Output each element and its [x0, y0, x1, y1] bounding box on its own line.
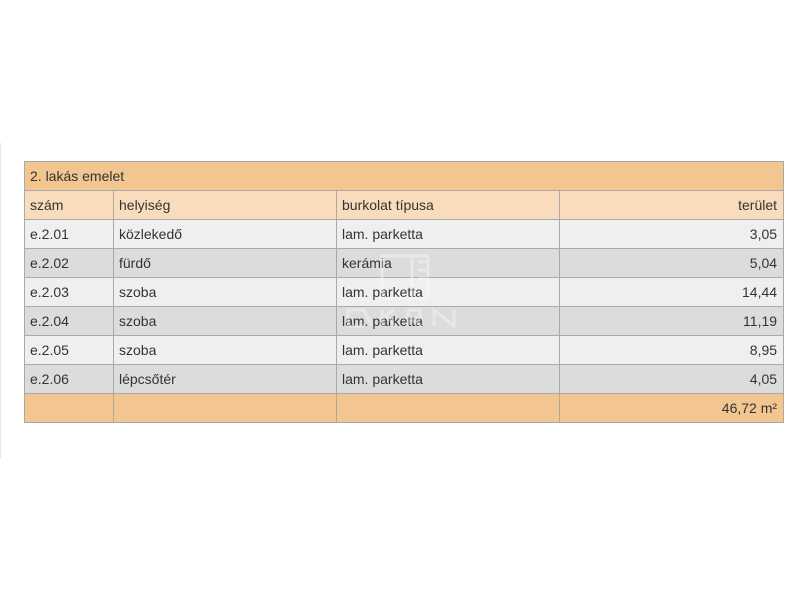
room-table [24, 161, 784, 423]
total-empty-cell [337, 394, 560, 423]
cell-room: lépcsőtér [114, 365, 337, 394]
total-empty-cell [114, 394, 337, 423]
total-empty-cell [25, 394, 114, 423]
cell-room: közlekedő [114, 220, 337, 249]
cell-room: szoba [114, 278, 337, 307]
cell-flooring: lam. parketta [337, 220, 560, 249]
table-title: 2. lakás emelet [25, 162, 784, 191]
table-row [25, 249, 784, 278]
header-flooring: burkolat típusa [337, 191, 560, 220]
cell-number: e.2.06 [25, 365, 114, 394]
cell-area: 4,05 [560, 365, 784, 394]
header-number: szám [25, 191, 114, 220]
cell-area: 8,95 [560, 336, 784, 365]
cell-room: fürdő [114, 249, 337, 278]
table-title-row [25, 162, 784, 191]
total-area: 46,72 m² [560, 394, 784, 423]
cell-area: 5,04 [560, 249, 784, 278]
header-room: helyiség [114, 191, 337, 220]
cell-number: e.2.03 [25, 278, 114, 307]
table-header-row [25, 191, 784, 220]
cell-area: 11,19 [560, 307, 784, 336]
table-row [25, 220, 784, 249]
cell-room: szoba [114, 307, 337, 336]
cell-flooring: lam. parketta [337, 307, 560, 336]
cell-number: e.2.05 [25, 336, 114, 365]
cell-room: szoba [114, 336, 337, 365]
cell-flooring: lam. parketta [337, 336, 560, 365]
cell-number: e.2.02 [25, 249, 114, 278]
table-row [25, 336, 784, 365]
header-area: terület [560, 191, 784, 220]
cell-number: e.2.04 [25, 307, 114, 336]
table-row [25, 278, 784, 307]
cell-area: 14,44 [560, 278, 784, 307]
cell-flooring: lam. parketta [337, 278, 560, 307]
table-row [25, 307, 784, 336]
cell-area: 3,05 [560, 220, 784, 249]
cell-number: e.2.01 [25, 220, 114, 249]
table-row [25, 365, 784, 394]
table-total-row [25, 394, 784, 423]
cell-flooring: lam. parketta [337, 365, 560, 394]
left-edge-divider [0, 143, 1, 458]
cell-flooring: kerámia [337, 249, 560, 278]
